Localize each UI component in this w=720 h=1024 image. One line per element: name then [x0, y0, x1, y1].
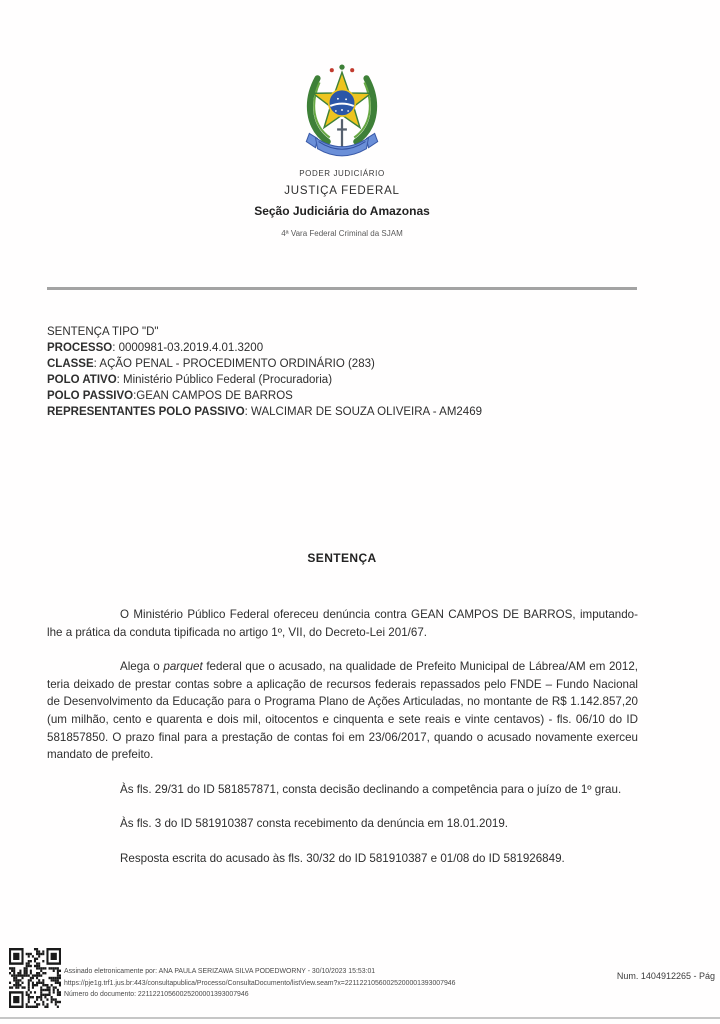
org-line-justica-federal: JUSTIÇA FEDERAL: [284, 185, 400, 197]
case-field-row: [47, 356, 637, 372]
case-field-value: : 0000981-03.2019.4.01.3200: [112, 342, 264, 354]
document-header: [47, 60, 637, 238]
org-line-secao-judiciaria: Seção Judiciária do Amazonas: [254, 204, 430, 218]
body-paragraph: Às fls. 29/31 do ID 581857871, consta decisão declinando a competência para o juízo de 1º grau.: [120, 782, 622, 796]
case-field-label: PROCESSO: [47, 342, 113, 354]
case-field-row: [47, 372, 637, 388]
case-field-row: [47, 340, 637, 356]
brazil-coat-of-arms-icon: [299, 60, 385, 162]
page-number-ref: Num. 1404912265 - Pág: [616, 971, 715, 981]
org-line-poder-judiciario: PODER JUDICIÁRIO: [299, 169, 385, 178]
sentence-type-line: SENTENÇA TIPO "D": [47, 326, 159, 338]
case-field-value: : AÇÃO PENAL - PROCEDIMENTO ORDINÁRIO (283): [93, 358, 375, 370]
footer-doc-number-line: Número do documento: 22112210560025200001393007946: [64, 991, 249, 998]
case-field-label: POLO PASSIVO: [47, 390, 134, 402]
case-field-row: [47, 404, 637, 420]
case-field-value: : WALCIMAR DE SOUZA OLIVEIRA - AM2469: [244, 406, 482, 418]
header-divider: [47, 287, 637, 290]
case-field-value: :GEAN CAMPOS DE BARROS: [133, 390, 293, 402]
case-field-label: CLASSE: [47, 358, 94, 370]
case-field-label: POLO ATIVO: [47, 374, 117, 386]
body-paragraph: O Ministério Público Federal ofereceu denúncia contra GEAN CAMPOS DE BARROS, imputando-lhe a prática da conduta tipificada no artigo 1º, VII, do Decreto-Lei 201/67.: [47, 608, 638, 639]
case-field-label: REPRESENTANTES POLO PASSIVO: [47, 406, 245, 418]
document-title: SENTENÇA: [307, 551, 377, 565]
qr-code-icon: [9, 948, 61, 1008]
footer-url-line: https://pje1g.trf1.jus.br:443/consultapublica/Processo/ConsultaDocumento/listView.seam?x=22112210560025200001393007946: [64, 979, 456, 987]
document-body: [47, 606, 638, 885]
case-fields: [47, 340, 637, 420]
body-paragraph: Resposta escrita do acusado às fls. 30/32 do ID 581910387 e 01/08 do ID 581926849.: [120, 851, 565, 865]
footer-signed-line: Assinado eletronicamente por: ANA PAULA SERIZAWA SILVA PODEDWORNY - 30/10/2023 15:53:01: [64, 968, 376, 975]
footer-signature-block: [64, 966, 534, 1001]
org-line-vara: 4ª Vara Federal Criminal da SJAM: [281, 229, 403, 238]
footer-divider: [0, 1017, 720, 1019]
body-paragraph: Às fls. 3 do ID 581910387 consta recebimento da denúncia em 18.01.2019.: [120, 817, 509, 831]
case-field-value: : Ministério Público Federal (Procuradoria): [116, 374, 333, 386]
body-paragraph: Alega o parquet federal que o acusado, na qualidade de Prefeito Municipal de Lábrea/AM em 2012, teria deixado de prestar contas sobre a aplicação de recursos federais repassados pelo FNDE – Fundo Nacional de Desenvolvimento da Educação para o Programa Plano de Ações Articuladas, no montante de R$ 1.142.857,20 (um milhão, cento e quarenta e dois mil, oitocentos e cinquenta e sete reais e vinte centavos) - fls. 06/10 do ID 581857850. O prazo final para a prestação de contas foi em 23/06/2017, quando o acusado novamente exerceu mandato de prefeito.: [47, 660, 638, 762]
case-field-row: [47, 388, 637, 404]
case-info-block: [47, 324, 637, 420]
